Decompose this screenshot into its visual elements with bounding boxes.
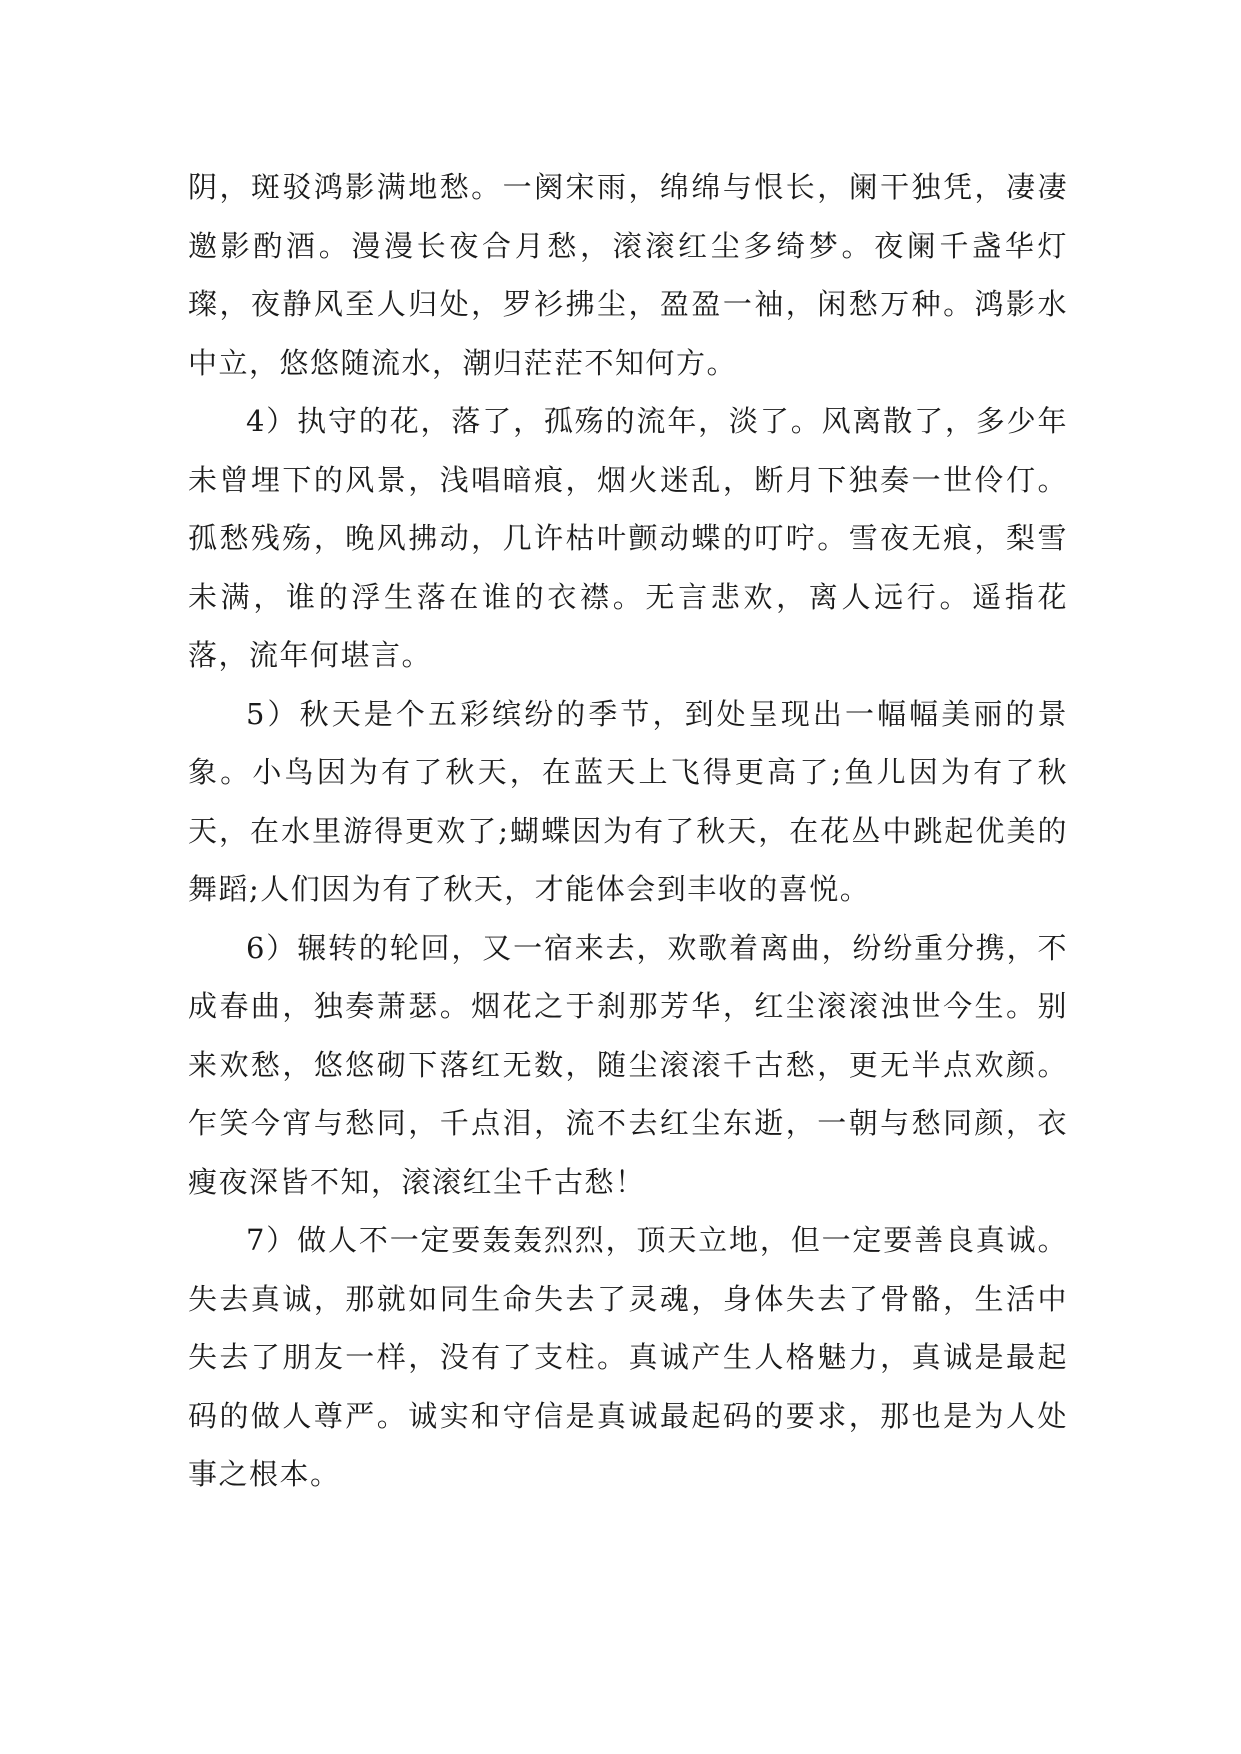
paragraph-4: 4）执守的花，落了，孤殇的流年，淡了。风离散了，多少年未曾埋下的风景，浅唱暗痕，烟火迷乱，断月下独奏一世伶仃。孤愁残殇，晚风拂动，几许枯叶颤动蝶的叮咛。雪夜无痕，梨雪未满，谁的浮生落在谁的衣襟。无言悲欢，离人远行。遥指花落，流年何堪言。: [188, 404, 1068, 672]
paragraph-5: 5）秋天是个五彩缤纷的季节，到处呈现出一幅幅美丽的景象。小鸟因为有了秋天，在蓝天上飞得更高了;鱼儿因为有了秋天，在水里游得更欢了;蝴蝶因为有了秋天，在花丛中跳起优美的舞蹈;人们因为有了秋天，才能体会到丰收的喜悦。: [188, 696, 1068, 906]
document-body: [188, 158, 1068, 1504]
paragraph-7: 7）做人不一定要轰轰烈烈，顶天立地，但一定要善良真诚。失去真诚，那就如同生命失去了灵魂，身体失去了骨骼，生活中失去了朋友一样，没有了支柱。真诚产生人格魅力，真诚是最起码的做人尊严。诚实和守信是真诚最起码的要求，那也是为人处事之根本。: [188, 1223, 1068, 1491]
paragraph-continuation: 阴，斑驳鸿影满地愁。一阕宋雨，绵绵与恨长，阑干独凭，凄凄邀影酌酒。漫漫长夜合月愁，滚滚红尘多绮梦。夜阑千盏华灯璨，夜静风至人归处，罗衫拂尘，盈盈一袖，闲愁万种。鸿影水中立，悠悠随流水，潮归茫茫不知何方。: [188, 170, 1068, 380]
paragraph-6: 6）辗转的轮回，又一宿来去，欢歌着离曲，纷纷重分携，不成春曲，独奏萧瑟。烟花之于刹那芳华，红尘滚滚浊世今生。别来欢愁，悠悠砌下落红无数，随尘滚滚千古愁，更无半点欢颜。乍笑今宵与愁同，千点泪，流不去红尘东逝，一朝与愁同颜，衣瘦夜深皆不知，滚滚红尘千古愁！: [188, 930, 1068, 1199]
